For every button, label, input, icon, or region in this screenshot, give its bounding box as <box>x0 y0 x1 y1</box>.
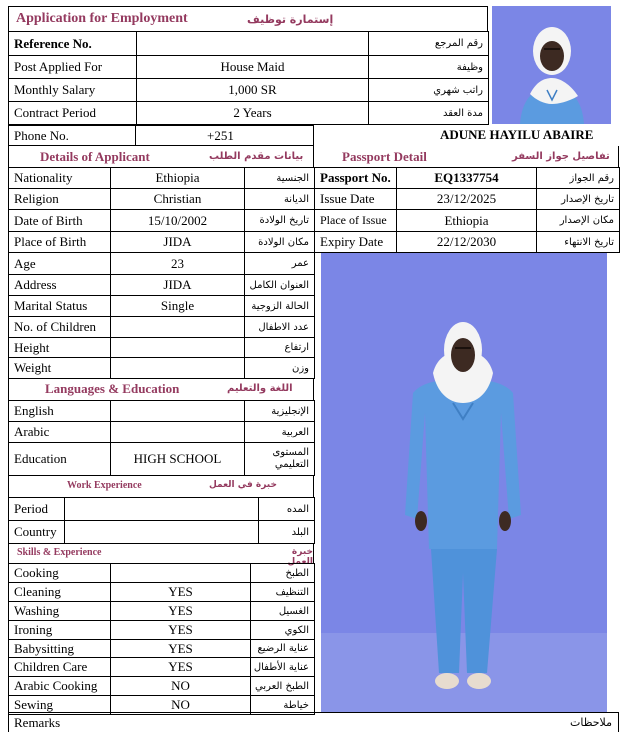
skills-header <box>8 543 314 567</box>
height-label: Height <box>9 338 111 358</box>
table-row <box>9 602 315 621</box>
table-row <box>315 210 620 232</box>
religion-value: Christian <box>111 189 245 210</box>
table-row <box>9 56 489 79</box>
passport-no-label-ar: رقم الجواز <box>537 168 620 189</box>
religion-label-ar: الديانة <box>245 189 315 210</box>
ironing-label-ar: الكوي <box>251 621 315 640</box>
table-row <box>9 79 489 102</box>
table-row <box>9 296 315 317</box>
table-row <box>9 422 315 443</box>
education-label-ar-2: التعليمي <box>274 459 309 470</box>
table-row <box>9 189 315 210</box>
issue-date-label-ar: تاريخ الإصدار <box>537 189 620 210</box>
period-label-ar: المده <box>259 498 315 521</box>
marital-label-ar: الحالة الزوجية <box>245 296 315 317</box>
passport-header <box>314 146 619 167</box>
babysitting-value: YES <box>111 640 251 658</box>
sewing-label-ar: خياطة <box>251 696 315 715</box>
dob-label-ar: تاريخ الولادة <box>245 210 315 232</box>
pob-value: JIDA <box>111 232 245 253</box>
issue-date-value: 23/12/2025 <box>397 189 537 210</box>
cooking-label-ar: الطبخ <box>251 564 315 583</box>
phone-label: Phone No. <box>14 128 69 143</box>
childcare-label: Children Care <box>9 658 111 677</box>
table-row <box>315 232 620 253</box>
cooking-value <box>111 564 251 583</box>
table-row <box>315 168 620 189</box>
table-row <box>9 253 315 275</box>
expiry-label: Expiry Date <box>315 232 397 253</box>
issue-place-label-ar: مكان الإصدار <box>537 210 620 232</box>
sewing-label: Sewing <box>9 696 111 715</box>
work-title: Work Experience <box>67 480 142 491</box>
pob-label-ar: مكان الولادة <box>245 232 315 253</box>
table-row <box>315 189 620 210</box>
contract-value: 2 Years <box>137 102 369 125</box>
cleaning-label-ar: التنظيف <box>251 583 315 602</box>
children-label: No. of Children <box>9 317 111 338</box>
table-row <box>9 658 315 677</box>
remarks-label-ar: ملاحظات <box>570 716 612 729</box>
age-value: 23 <box>111 253 245 275</box>
table-row <box>9 358 315 379</box>
education-value: HIGH SCHOOL <box>111 443 245 476</box>
weight-value <box>111 358 245 379</box>
expiry-value: 22/12/2030 <box>397 232 537 253</box>
details-title-ar: بيانات مقدم الطلب <box>209 151 304 162</box>
period-label: Period <box>9 498 65 521</box>
age-label-ar: عمر <box>245 253 315 275</box>
applicant-name: ADUNE HAYILU ABAIRE <box>440 127 594 142</box>
country-label: Country <box>9 521 65 544</box>
applicant-photo-full <box>321 253 607 712</box>
sewing-value: NO <box>111 696 251 715</box>
ironing-value: YES <box>111 621 251 640</box>
washing-label: Washing <box>9 602 111 621</box>
table-row <box>9 232 315 253</box>
work-title-ar: خبرة في العمل <box>209 480 277 490</box>
header-box <box>8 6 488 31</box>
washing-label-ar: الغسيل <box>251 602 315 621</box>
ironing-label: Ironing <box>9 621 111 640</box>
skills-title-ar: خبرة العمل <box>287 547 313 567</box>
person-figure-icon <box>492 6 611 124</box>
table-row <box>9 210 315 232</box>
dob-label: Date of Birth <box>9 210 111 232</box>
address-label-ar: العنوان الكامل <box>245 275 315 296</box>
salary-label-ar: راتب شهري <box>369 79 489 102</box>
arabic-cooking-value: NO <box>111 677 251 696</box>
salary-value: 1,000 SR <box>137 79 369 102</box>
cleaning-label: Cleaning <box>9 583 111 602</box>
languages-title: Languages & Education <box>45 381 180 396</box>
languages-title-ar: اللغة والتعليم <box>227 383 293 394</box>
children-value <box>111 317 245 338</box>
issue-place-value: Ethiopia <box>397 210 537 232</box>
education-label: Education <box>9 443 111 476</box>
table-row <box>9 521 315 544</box>
nationality-value: Ethiopia <box>111 168 245 189</box>
arabic-value <box>111 422 245 443</box>
skills-title: Skills & Experience <box>17 547 102 558</box>
arabic-label: Arabic <box>9 422 111 443</box>
height-label-ar: ارتفاع <box>245 338 315 358</box>
babysitting-label-ar: عناية الرضيع <box>251 640 315 658</box>
title-english: Application for Employment <box>16 11 188 26</box>
post-value: House Maid <box>137 56 369 79</box>
religion-label: Religion <box>9 189 111 210</box>
table-row <box>9 443 315 476</box>
contract-label-ar: مدة العقد <box>369 102 489 125</box>
table-row <box>9 317 315 338</box>
children-label-ar: عدد الاطفال <box>245 317 315 338</box>
work-table <box>8 497 315 544</box>
passport-no-label: Passport No. <box>315 168 397 189</box>
height-value <box>111 338 245 358</box>
childcare-value: YES <box>111 658 251 677</box>
period-value <box>65 498 259 521</box>
arabic-cooking-label-ar: الطبخ العربي <box>251 677 315 696</box>
languages-header <box>8 378 314 400</box>
contract-label: Contract Period <box>9 102 137 125</box>
table-row <box>9 338 315 358</box>
passport-no-value: EQ1337754 <box>397 168 537 189</box>
top-info-table <box>8 31 489 125</box>
reference-label: Reference No. <box>9 32 137 56</box>
country-label-ar: البلد <box>259 521 315 544</box>
salary-label: Monthly Salary <box>9 79 137 102</box>
skills-table <box>8 563 315 715</box>
details-table <box>8 167 315 379</box>
education-label-ar-1: المستوى <box>272 447 309 458</box>
phone-row <box>8 125 314 146</box>
reference-label-ar: رقم المرجع <box>369 32 489 56</box>
table-row <box>9 401 315 422</box>
table-row <box>9 564 315 583</box>
remarks-label: Remarks <box>14 715 61 730</box>
table-row <box>9 32 489 56</box>
languages-table <box>8 400 315 476</box>
table-row <box>9 498 315 521</box>
table-row <box>9 677 315 696</box>
english-value <box>111 401 245 422</box>
applicant-photo-small <box>492 6 611 124</box>
english-label-ar: الإنجليزية <box>245 401 315 422</box>
details-header <box>8 146 314 167</box>
issue-place-label: Place of Issue <box>315 210 397 232</box>
title-arabic: إستمارة توظيف <box>247 13 334 26</box>
marital-label: Marital Status <box>9 296 111 317</box>
expiry-label-ar: تاريخ الانتهاء <box>537 232 620 253</box>
nationality-label-ar: الجنسية <box>245 168 315 189</box>
remarks-row <box>8 712 619 732</box>
washing-value: YES <box>111 602 251 621</box>
table-row <box>9 102 489 125</box>
babysitting-label: Babysitting <box>9 640 111 658</box>
arabic-label-ar: العربية <box>245 422 315 443</box>
phone-value: +251 <box>207 128 234 143</box>
address-label: Address <box>9 275 111 296</box>
table-row <box>9 583 315 602</box>
country-value <box>65 521 259 544</box>
table-row <box>9 640 315 658</box>
passport-title-ar: تفاصيل جواز السفر <box>512 151 610 162</box>
passport-table <box>314 167 620 253</box>
pob-label: Place of Birth <box>9 232 111 253</box>
table-row <box>9 275 315 296</box>
table-row <box>9 621 315 640</box>
childcare-label-ar: عناية الأطفال <box>251 658 315 677</box>
passport-title: Passport Detail <box>342 149 427 164</box>
cooking-label: Cooking <box>9 564 111 583</box>
table-row <box>9 168 315 189</box>
weight-label: Weight <box>9 358 111 379</box>
work-header <box>8 475 314 497</box>
post-label: Post Applied For <box>9 56 137 79</box>
address-value: JIDA <box>111 275 245 296</box>
dob-value: 15/10/2002 <box>111 210 245 232</box>
age-label: Age <box>9 253 111 275</box>
issue-date-label: Issue Date <box>315 189 397 210</box>
arabic-cooking-label: Arabic Cooking <box>9 677 111 696</box>
english-label: English <box>9 401 111 422</box>
post-label-ar: وظيفة <box>369 56 489 79</box>
nationality-label: Nationality <box>9 168 111 189</box>
marital-value: Single <box>111 296 245 317</box>
weight-label-ar: وزن <box>245 358 315 379</box>
details-title: Details of Applicant <box>40 149 150 164</box>
cleaning-value: YES <box>111 583 251 602</box>
person-full-figure-icon <box>321 253 607 712</box>
reference-value <box>137 32 369 56</box>
